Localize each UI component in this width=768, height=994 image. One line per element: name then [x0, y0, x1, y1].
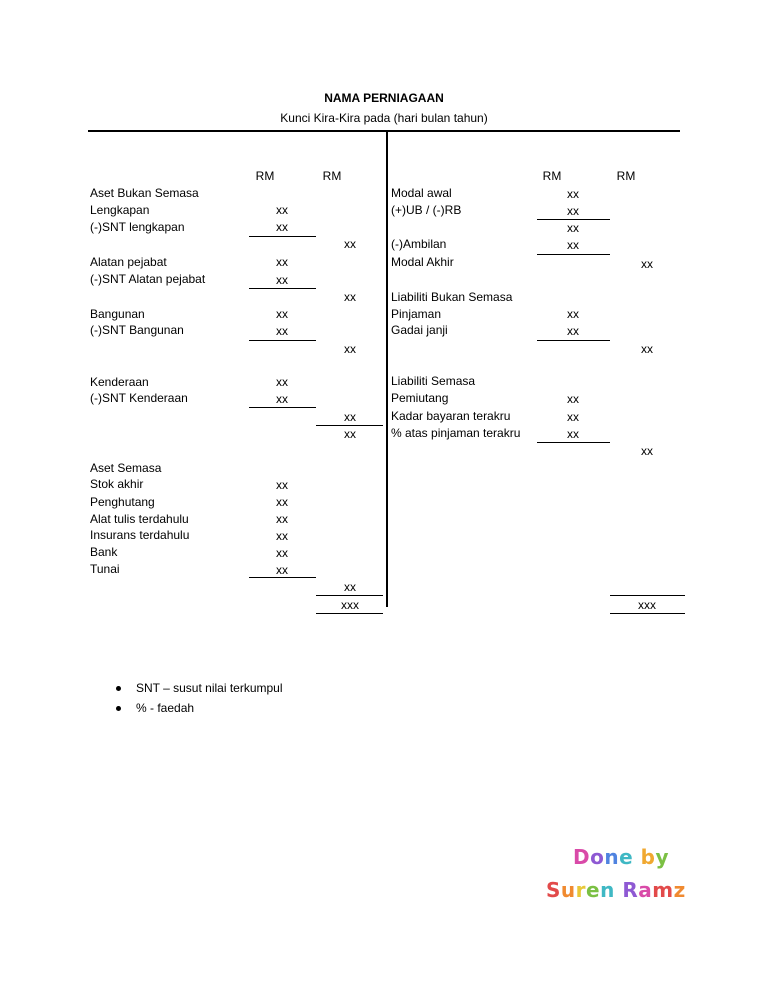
- insurans-label: Insurans terdahulu: [90, 528, 190, 542]
- rule-bangunan: [249, 340, 316, 341]
- alatan-pejabat-value: xx: [276, 255, 288, 269]
- faedah-value: xx: [567, 427, 579, 441]
- kenderaan-value: xx: [276, 375, 288, 389]
- tunai-label: Tunai: [90, 562, 120, 576]
- rule-left-total-bottom: [316, 613, 383, 614]
- alatan-pejabat-label: Alatan pejabat: [90, 255, 167, 269]
- rule-ls: [537, 442, 610, 443]
- modal-subtotal: xx: [567, 221, 579, 235]
- modal-awal-label: Modal awal: [391, 186, 452, 200]
- rule-aset-bukan-semasa: [316, 425, 383, 426]
- rule-lbs: [537, 340, 610, 341]
- penghutang-value: xx: [276, 495, 288, 509]
- snt-bangunan-label: (-)SNT Bangunan: [90, 323, 184, 337]
- watermark-line2: Suren Ramz: [546, 878, 686, 902]
- ambilan-value: xx: [567, 238, 579, 252]
- lengkapan-net: xx: [344, 237, 356, 251]
- faedah-label: % atas pinjaman terakru: [391, 426, 521, 440]
- pemiutang-value: xx: [567, 392, 579, 406]
- page-subtitle: Kunci Kira-Kira pada (hari bulan tahun): [280, 111, 488, 125]
- note-faedah: % - faedah: [136, 701, 195, 715]
- bangunan-value: xx: [276, 307, 288, 321]
- ambilan-label: (-)Ambilan: [391, 237, 447, 251]
- ub-rb-label: (+)UB / (-)RB: [391, 203, 462, 217]
- rule-kenderaan: [249, 407, 316, 408]
- left-grand-total: xxx: [341, 598, 359, 612]
- snt-alatan-label: (-)SNT Alatan pejabat: [90, 272, 206, 286]
- pemiutang-label: Pemiutang: [391, 391, 449, 405]
- rule-right-total-bottom: [610, 613, 685, 614]
- lengkapan-value: xx: [276, 203, 288, 217]
- alatan-net: xx: [344, 290, 356, 304]
- bangunan-label: Bangunan: [90, 307, 145, 321]
- right-col2-rm: RM: [616, 169, 636, 183]
- tunai-value: xx: [276, 563, 288, 577]
- modal-awal-value: xx: [567, 187, 579, 201]
- liabiliti-semasa-heading: Liabiliti Semasa: [391, 374, 476, 388]
- penghutang-label: Penghutang: [90, 495, 155, 509]
- gadai-janji-value: xx: [567, 324, 579, 338]
- pinjaman-value: xx: [567, 307, 579, 321]
- bangunan-net: xx: [344, 342, 356, 356]
- snt-lengkapan-value: xx: [276, 220, 288, 234]
- modal-akhir-label: Modal Akhir: [391, 255, 454, 269]
- kenderaan-net: xx: [344, 410, 356, 424]
- page-title: NAMA PERNIAGAAN: [324, 91, 444, 105]
- rule-left-total-top: [316, 595, 383, 596]
- pinjaman-label: Pinjaman: [391, 307, 442, 321]
- lbs-total: xx: [641, 342, 653, 356]
- gadai-janji-label: Gadai janji: [391, 323, 448, 337]
- rule-aset-semasa: [249, 577, 316, 578]
- center-divider: [386, 131, 388, 607]
- snt-lengkapan-label: (-)SNT lengkapan: [90, 220, 185, 234]
- aset-semasa-total: xx: [344, 580, 356, 594]
- lengkapan-label: Lengkapan: [90, 203, 150, 217]
- aset-semasa-heading: Aset Semasa: [90, 461, 162, 475]
- aset-bukan-semasa-heading: Aset Bukan Semasa: [90, 186, 199, 200]
- left-col2-rm: RM: [322, 169, 342, 183]
- rule-right-total-top: [610, 595, 685, 596]
- bullet-icon: [116, 706, 121, 711]
- kadar-label: Kadar bayaran terakru: [391, 409, 511, 423]
- rule-alatan: [249, 288, 316, 289]
- watermark-line1: Done by: [573, 845, 670, 869]
- right-grand-total: xxx: [638, 598, 656, 612]
- alat-tulis-label: Alat tulis terdahulu: [90, 512, 189, 526]
- kadar-value: xx: [567, 410, 579, 424]
- snt-kenderaan-value: xx: [276, 392, 288, 406]
- snt-bangunan-value: xx: [276, 324, 288, 338]
- alat-tulis-value: xx: [276, 512, 288, 526]
- aset-bukan-semasa-total: xx: [344, 427, 356, 441]
- note-snt: SNT – susut nilai terkumpul: [136, 681, 283, 695]
- stok-akhir-label: Stok akhir: [90, 477, 144, 491]
- snt-kenderaan-label: (-)SNT Kenderaan: [90, 391, 188, 405]
- ls-total: xx: [641, 444, 653, 458]
- kenderaan-label: Kenderaan: [90, 375, 149, 389]
- bullet-icon: [116, 686, 121, 691]
- header-rule: [88, 130, 680, 132]
- left-col1-rm: RM: [255, 169, 275, 183]
- modal-akhir-value: xx: [641, 257, 653, 271]
- stok-akhir-value: xx: [276, 478, 288, 492]
- rule-modal: [537, 219, 610, 220]
- rule-lengkapan: [249, 236, 316, 237]
- bank-label: Bank: [90, 545, 118, 559]
- liabiliti-bukan-semasa-heading: Liabiliti Bukan Semasa: [391, 290, 513, 304]
- rule-ambilan: [537, 254, 610, 255]
- bank-value: xx: [276, 546, 288, 560]
- insurans-value: xx: [276, 529, 288, 543]
- ub-rb-value: xx: [567, 204, 579, 218]
- right-col1-rm: RM: [542, 169, 562, 183]
- snt-alatan-value: xx: [276, 273, 288, 287]
